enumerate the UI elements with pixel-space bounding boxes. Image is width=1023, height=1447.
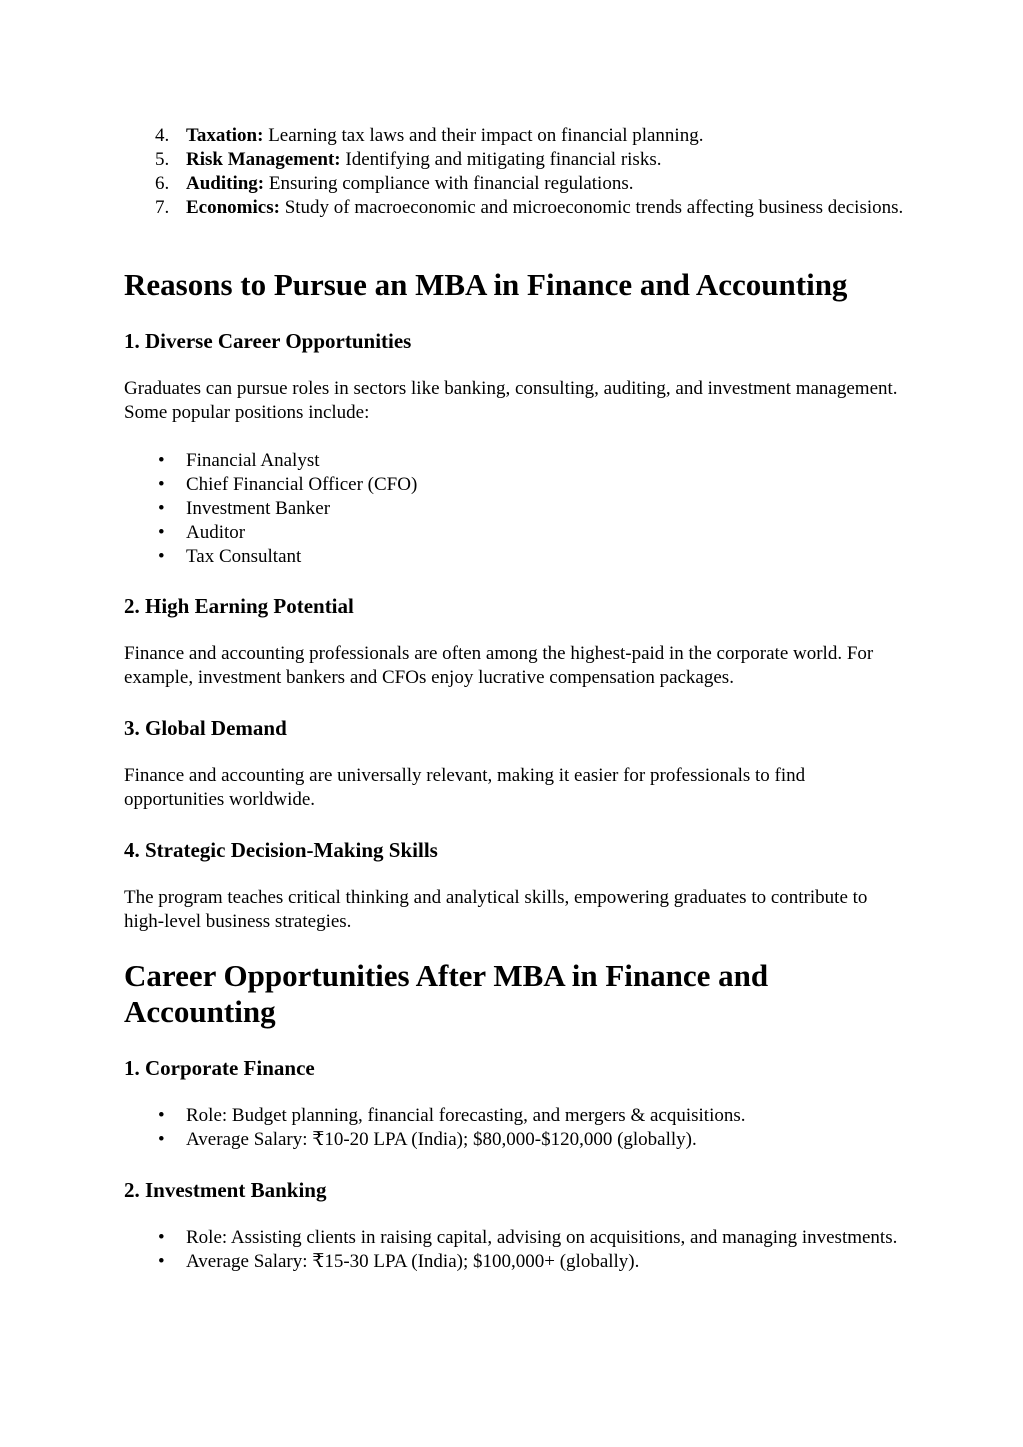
- list-text: Study of macroeconomic and microeconomic trends affecting business decisions.: [279, 197, 904, 218]
- list-text: Average Salary: ₹10-20 LPA (India); $80,000-$120,000 (globally).: [186, 1129, 697, 1150]
- bullet-icon: •: [158, 498, 165, 519]
- list-text: Ensuring compliance with financial regulations.: [264, 173, 634, 194]
- list-text: Learning tax laws and their impact on financial planning.: [263, 125, 704, 146]
- bullet-icon: •: [158, 546, 165, 567]
- list-text: Average Salary: ₹15-30 LPA (India); $100,000+ (globally).: [186, 1251, 640, 1272]
- list-term: Economics:: [186, 197, 280, 218]
- list-item: [124, 1128, 904, 1152]
- list-text: Investment Banker: [186, 498, 331, 519]
- bullet-icon: •: [158, 522, 165, 543]
- list-item: [124, 545, 904, 569]
- list-item: [124, 1104, 904, 1128]
- bullet-icon: •: [158, 1251, 165, 1272]
- section-title-corporate-finance: 1. Corporate Finance: [124, 1056, 315, 1080]
- bullet-icon: •: [158, 474, 165, 495]
- list-item: [124, 148, 904, 172]
- bullet-icon: •: [158, 1227, 165, 1248]
- list-text: Chief Financial Officer (CFO): [186, 474, 418, 495]
- section-body-earning-potential: Finance and accounting professionals are often among the highest-paid in the corporate world. For example, investment bankers and CFOs enjoy lucrative compensation packages.: [124, 643, 874, 688]
- list-number: 7.: [155, 197, 170, 218]
- list-term: Risk Management:: [186, 149, 341, 170]
- list-item: [124, 1226, 904, 1250]
- list-text: Financial Analyst: [186, 450, 320, 471]
- section-title-decision-making: 4. Strategic Decision-Making Skills: [124, 838, 438, 862]
- list-item: [124, 1250, 904, 1274]
- investment-banking-bullet-list: [124, 1226, 904, 1274]
- section-title-earning-potential: 2. High Earning Potential: [124, 594, 354, 618]
- list-term: Auditing:: [186, 173, 265, 194]
- list-item: [124, 124, 904, 148]
- list-text: Role: Assisting clients in raising capital, advising on acquisitions, and managing investments.: [186, 1227, 898, 1248]
- section-body-decision-making: The program teaches critical thinking and analytical skills, empowering graduates to contribute to high-level business strategies.: [124, 887, 868, 932]
- list-text: Tax Consultant: [186, 546, 302, 567]
- section-title-investment-banking: 2. Investment Banking: [124, 1178, 327, 1202]
- section-title-career-opportunities: 1. Diverse Career Opportunities: [124, 329, 412, 353]
- list-item: [124, 449, 904, 473]
- list-number: 6.: [155, 173, 170, 194]
- list-item: [124, 521, 904, 545]
- section-body-global-demand: Finance and accounting are universally relevant, making it easier for professionals to find opportunities worldwide.: [124, 765, 806, 810]
- corporate-finance-bullet-list: [124, 1104, 904, 1152]
- list-text: Role: Budget planning, financial forecasting, and mergers & acquisitions.: [186, 1105, 746, 1126]
- list-number: 5.: [155, 149, 170, 170]
- bullet-icon: •: [158, 1105, 165, 1126]
- list-item: [124, 497, 904, 521]
- reasons-heading: Reasons to Pursue an MBA in Finance and Accounting: [124, 267, 848, 302]
- list-item: [124, 172, 904, 196]
- subjects-numbered-list: [124, 124, 904, 220]
- section-body-career-opportunities: Graduates can pursue roles in sectors like banking, consulting, auditing, and investment management. Some popular positions include:: [124, 378, 898, 423]
- list-term: Taxation:: [186, 125, 264, 146]
- positions-bullet-list: [124, 449, 904, 569]
- list-text: Identifying and mitigating financial risks.: [340, 149, 662, 170]
- careers-heading: Career Opportunities After MBA in Finance and Accounting: [124, 958, 769, 1029]
- bullet-icon: •: [158, 450, 165, 471]
- bullet-icon: •: [158, 1129, 165, 1150]
- list-number: 4.: [155, 125, 170, 146]
- section-title-global-demand: 3. Global Demand: [124, 716, 287, 740]
- list-text: Auditor: [186, 522, 246, 543]
- list-item: [124, 196, 904, 220]
- list-item: [124, 473, 904, 497]
